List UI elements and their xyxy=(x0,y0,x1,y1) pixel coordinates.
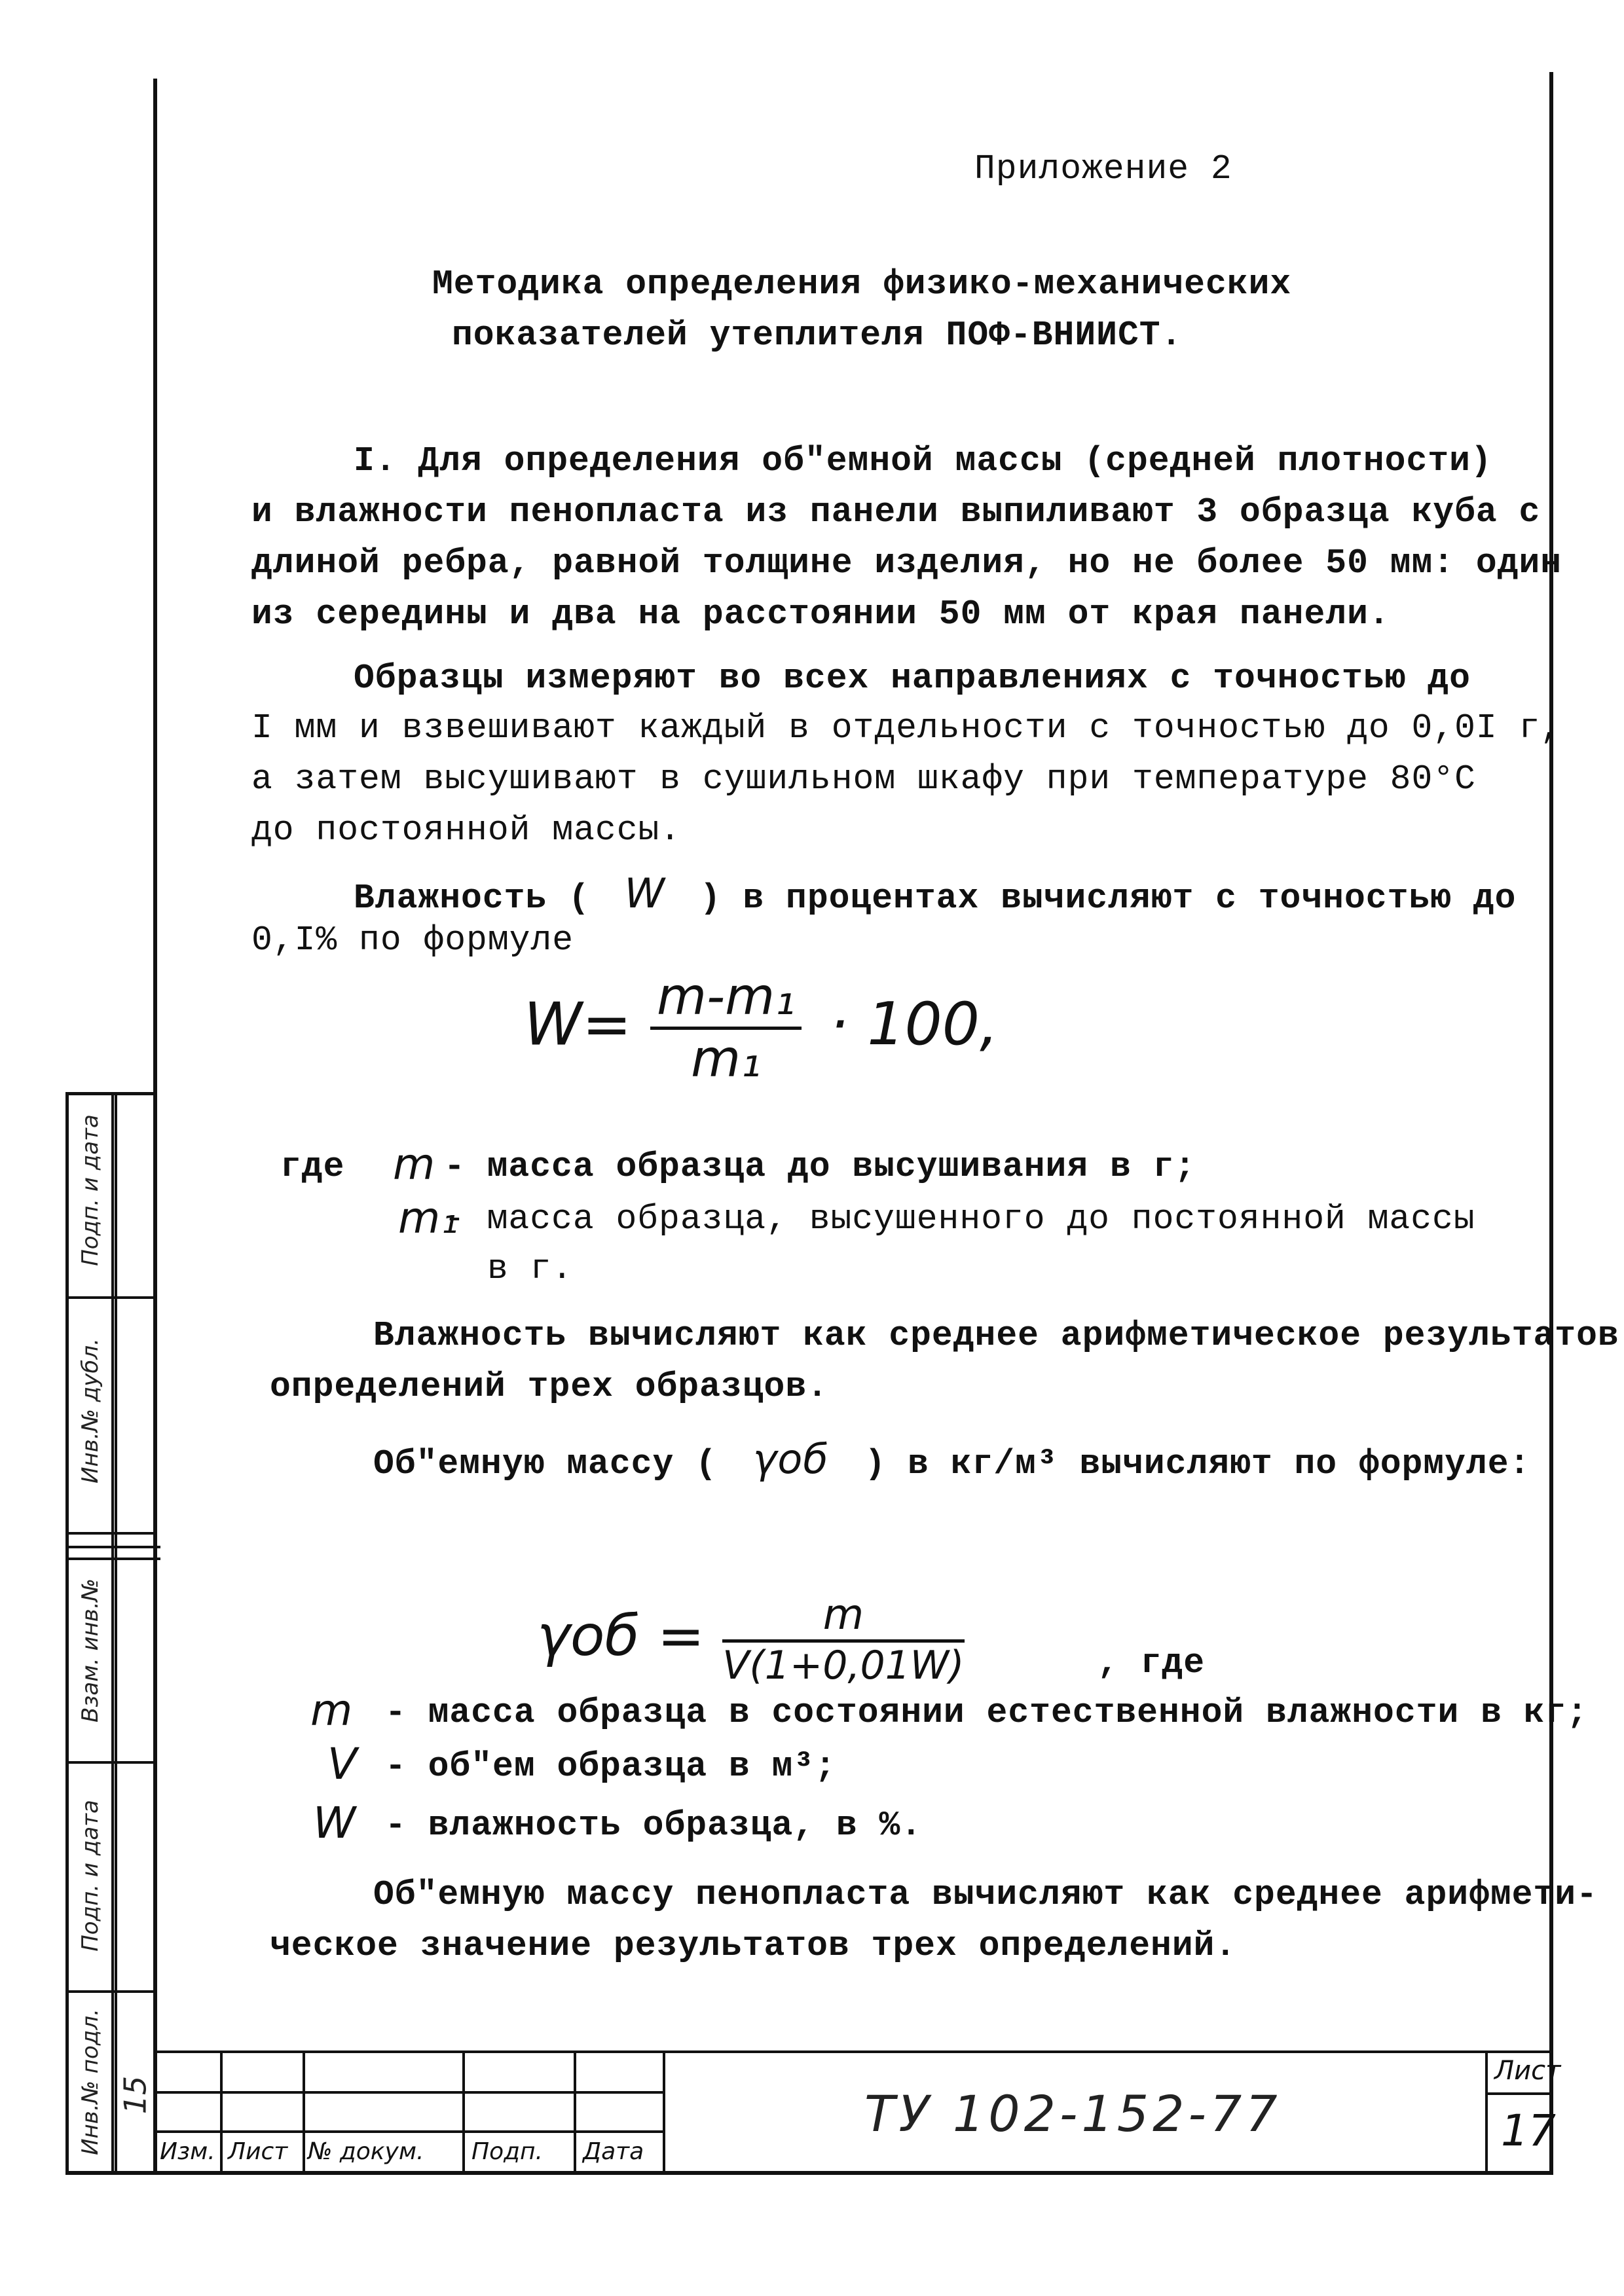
definition-m1: - масса образца, высушенного до постоянной массы xyxy=(444,1199,1475,1239)
side-stamp-outer-line xyxy=(65,1092,68,2175)
definition-v: - об"ем образца в м³; xyxy=(385,1747,836,1786)
frame-right-border xyxy=(1549,72,1553,2174)
document-code: ТУ 102-152-77 xyxy=(864,2085,1282,2143)
title-block-col-change: Изм. xyxy=(160,2138,215,2165)
side-stamp-inner-line xyxy=(111,1092,114,2175)
symbol-v: V xyxy=(327,1739,358,1789)
paragraph-5-text-a: Об"емную массу ( xyxy=(373,1444,717,1484)
paragraph-5-line-1 xyxy=(373,1435,1530,1484)
side-stamp-original-inv: Инв.№ подл. xyxy=(77,2009,104,2155)
formula-2-numerator: m xyxy=(722,1591,964,1643)
sheet-label: Лист xyxy=(1494,2056,1561,2086)
bulk-density-symbol: γоб xyxy=(752,1435,829,1483)
paragraph-4-line-1: Влажность вычисляют как среднее арифметическое результатов xyxy=(373,1316,1619,1355)
appendix-label: Приложение 2 xyxy=(974,149,1232,189)
paragraph-3-line-2: 0,I% по формуле xyxy=(251,920,574,960)
title-block-col-line xyxy=(303,2050,305,2175)
formula-1-lhs: W= xyxy=(524,990,632,1059)
title-block-col-line xyxy=(220,2050,223,2175)
side-stamp-signature-date-top: Подп. и дата xyxy=(77,1114,104,1266)
symbol-m-2: m xyxy=(310,1685,354,1736)
title-block-mid-line-2 xyxy=(155,2130,665,2133)
bulk-density-formula xyxy=(537,1591,965,1688)
paragraph-2-line-1: Образцы измеряют во всех направлениях с точностью до xyxy=(354,659,1471,698)
paragraph-1-line-1: I. Для определения об"емной массы (средней плотности) xyxy=(354,441,1492,481)
side-stamp-duplicate-inv: Инв.№ дубл. xyxy=(77,1338,104,1484)
paragraph-3-text-a: Влажность ( xyxy=(354,879,590,918)
side-stamp-replace-inv: Взам. инв.№ xyxy=(77,1578,104,1723)
formula-1-denominator: m₁ xyxy=(691,1030,762,1089)
sheet-number: 17 xyxy=(1501,2105,1556,2156)
paragraph-1-line-4: из середины и два на расстоянии 50 мм от края панели. xyxy=(251,594,1390,634)
side-stamp-inv-value: 15 xyxy=(117,2075,153,2115)
title-block-mid-line xyxy=(155,2091,665,2094)
sheet-box-left-line xyxy=(1485,2050,1488,2175)
title-block-col-line xyxy=(663,2050,665,2175)
definition-m-1: - масса образца до высушивания в г; xyxy=(444,1147,1196,1186)
paragraph-2-line-2: I мм и взвешивают каждый в отдельности с точностью до 0,0I г, xyxy=(251,708,1562,748)
title-block-col-date: Дата xyxy=(583,2138,644,2165)
definition-m-2: - масса образца в состоянии естественной влажности в кг; xyxy=(385,1693,1589,1732)
paragraph-3-text-b: ) в процентах вычисляют с точностью до xyxy=(699,879,1517,918)
formula-2-denominator: V(1+0,01W) xyxy=(722,1643,965,1688)
symbol-w: W xyxy=(313,1798,357,1848)
paragraph-2-line-3: а затем высушивают в сушильном шкафу при температуре 80°С xyxy=(251,759,1476,799)
paragraph-2-line-4: до постоянной массы. xyxy=(251,811,682,850)
paragraph-5-text-b: ) в кг/м³ вычисляют по формуле: xyxy=(864,1444,1531,1484)
title-block-col-signature: Подп. xyxy=(471,2138,543,2165)
side-stamp-signature-date: Подп. и дата xyxy=(77,1800,104,1952)
paragraph-1-line-3: длиной ребра, равной толщине изделия, но не более 50 мм: один xyxy=(251,543,1562,583)
paragraph-6-line-2: ческое значение результатов трех определений. xyxy=(270,1926,1237,1965)
paragraph-4-line-2: определений трех образцов. xyxy=(270,1367,828,1406)
moisture-formula xyxy=(524,968,999,1089)
frame-bottom-border xyxy=(65,2171,1553,2175)
title-block-col-sheet: Лист xyxy=(228,2138,288,2165)
symbol-m1: m₁ xyxy=(398,1193,459,1243)
formula-1-fraction xyxy=(650,968,802,1089)
title-block-top-line xyxy=(155,2050,1553,2053)
formula-1-numerator: m-m₁ xyxy=(650,968,802,1030)
moisture-symbol: W xyxy=(624,869,665,917)
definition-m1-cont: в г. xyxy=(487,1249,574,1288)
where-label-1: где xyxy=(280,1147,345,1186)
paragraph-3-line-1 xyxy=(354,869,1516,918)
document-title-line2: показателей утеплителя ПОФ-ВНИИСТ. xyxy=(452,316,1183,355)
side-stamp-divider xyxy=(115,1095,117,2172)
title-block-col-line xyxy=(462,2050,465,2175)
sheet-box-line xyxy=(1486,2092,1553,2095)
paragraph-6-line-1: Об"емную массу пенопласта вычисляют как среднее арифмети- xyxy=(373,1875,1598,1914)
formula-1-rhs: · 100, xyxy=(830,990,999,1059)
title-block-col-line xyxy=(574,2050,576,2175)
formula-2-fraction xyxy=(722,1591,964,1688)
paragraph-1-line-2: и влажности пенопласта из панели выпиливают 3 образца куба с xyxy=(251,492,1541,532)
symbol-m-1: m xyxy=(393,1139,436,1190)
definition-w: - влажность образца, в %. xyxy=(385,1806,923,1845)
formula-2-where: , где xyxy=(1098,1643,1206,1683)
title-block-col-document-no: № докум. xyxy=(308,2138,424,2165)
document-title-line1: Методика определения физико-механических xyxy=(432,264,1292,304)
formula-2-lhs: γоб = xyxy=(537,1603,705,1669)
